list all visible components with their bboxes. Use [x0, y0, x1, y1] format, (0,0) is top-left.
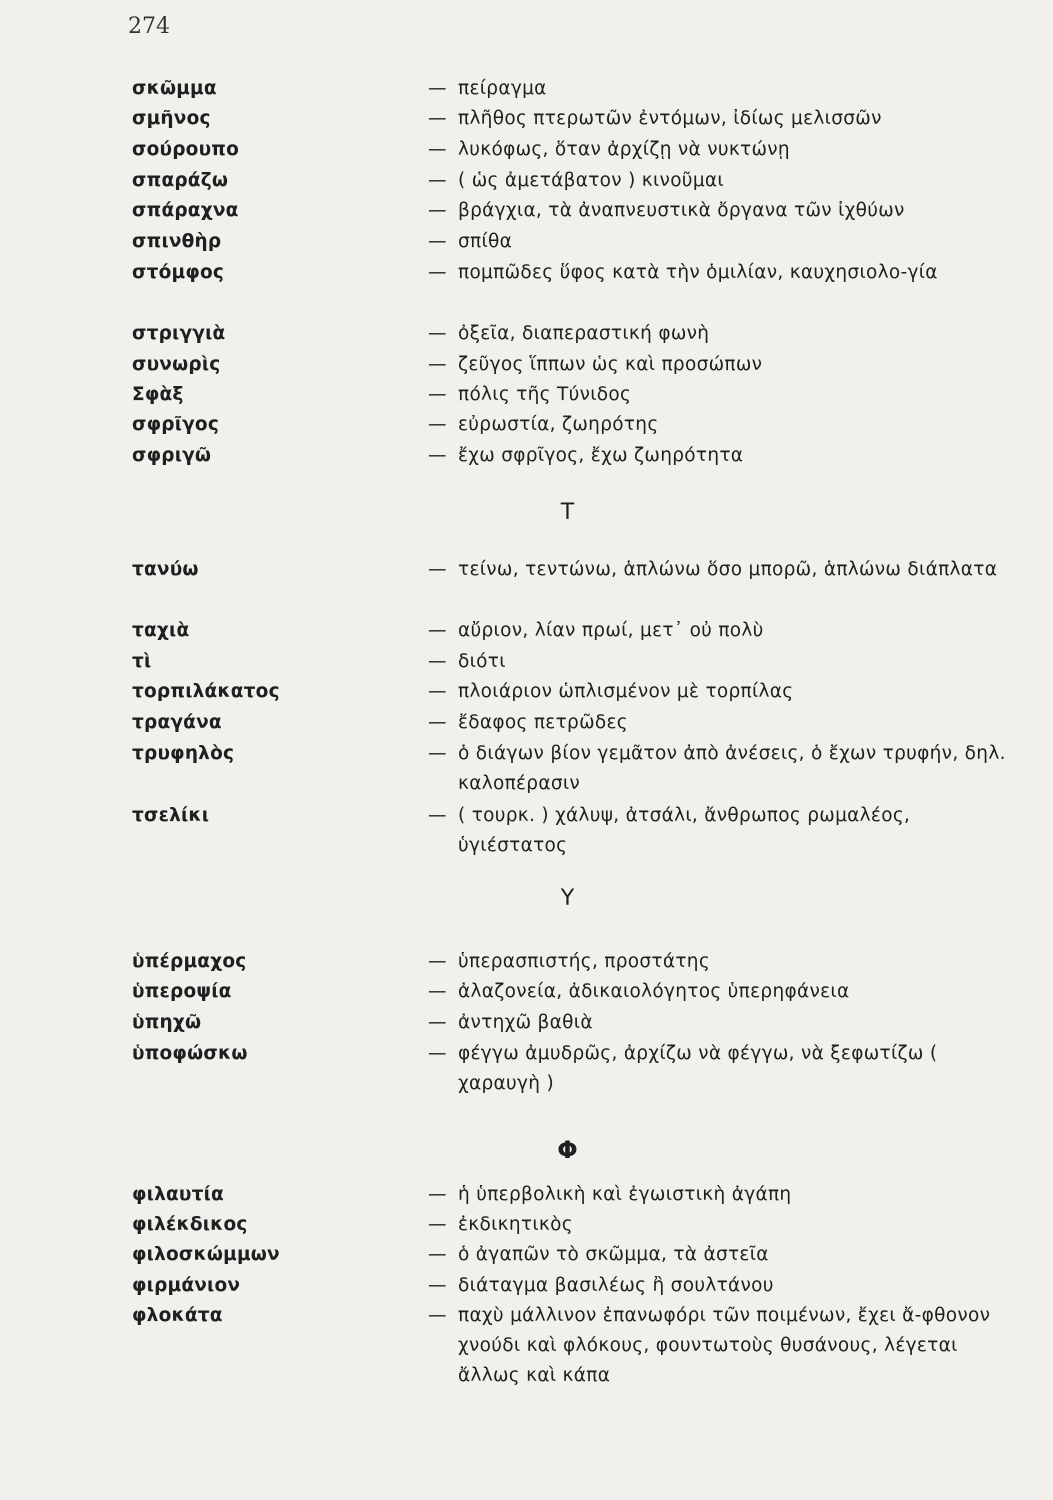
entry-term: σπάραχνα	[132, 200, 239, 221]
entry-definition: ὁ ἀγαπῶν τὸ σκῶμμα, τὰ ἀστεῖα	[458, 1244, 769, 1265]
entry-term: ταχιὰ	[132, 620, 190, 641]
entry-term: Σφὰξ	[132, 384, 184, 405]
entry-term: στριγγιὰ	[132, 323, 226, 344]
entry-definition: πλοιάριον ὡπλισμένον μὲ τορπίλας	[458, 681, 794, 702]
entry-dash: —	[428, 139, 447, 160]
entry-definition: ἀντηχῶ βαθιὰ	[458, 1012, 593, 1033]
entry-definition: ἀλαζονεία, ἀδικαιολόγητος ὑπερηφάνεια	[458, 981, 850, 1002]
entry-dash: —	[428, 445, 447, 466]
entry-dash: —	[428, 231, 447, 252]
entry-dash: —	[428, 108, 447, 129]
entry-definition: φέγγω ἀμυδρῶς, ἀρχίζω νὰ φέγγω, νὰ ξεφωτίζω ( χαραυγὴ )	[458, 1043, 938, 1094]
entry-dash: —	[428, 559, 447, 580]
section-heading-tau: Τ	[560, 500, 575, 525]
entry-definition: ( τουρκ. ) χάλυψ, ἀτσάλι, ἄνθρωπος ρωμαλέος, ὑγιέστατος	[458, 805, 911, 856]
entry-term: σπινθὴρ	[132, 231, 222, 252]
entry-dash: —	[428, 620, 447, 641]
entry-dash: —	[428, 681, 447, 702]
entry-dash: —	[428, 1043, 447, 1064]
entry-dash: —	[428, 78, 447, 99]
entry-term: φλοκάτα	[132, 1305, 223, 1326]
entry-dash: —	[428, 805, 447, 826]
entry-term: σφρῖγος	[132, 414, 220, 435]
entry-definition: ἔδαφος πετρῶδες	[458, 712, 628, 733]
entry-dash: —	[428, 354, 447, 375]
entry-term: στόμφος	[132, 262, 225, 283]
entry-term: συνωρὶς	[132, 354, 221, 375]
entry-definition: ὀξεῖα, διαπεραστική φωνὴ	[458, 323, 710, 344]
entry-dash: —	[428, 981, 447, 1002]
entry-definition: ἐκδικητικὸς	[458, 1214, 573, 1235]
entry-term: σμῆνος	[132, 108, 211, 129]
entry-term: τρυφηλὸς	[132, 743, 235, 764]
page-number: 274	[128, 14, 170, 39]
entry-term: τανύω	[132, 559, 199, 580]
entry-definition: λυκόφως, ὅταν ἀρχίζῃ νὰ νυκτώνῃ	[458, 139, 790, 160]
entry-definition: αὔριον, λίαν πρωί, μετ᾽ οὐ πολὺ	[458, 620, 764, 641]
entry-dash: —	[428, 170, 447, 191]
entry-term: ὑπέρμαχος	[132, 951, 247, 972]
entry-term: τὶ	[132, 651, 152, 672]
entry-term: τσελίκι	[132, 805, 210, 826]
entry-dash: —	[428, 1275, 447, 1296]
entry-term: σπαράζω	[132, 170, 229, 191]
entry-dash: —	[428, 651, 447, 672]
entry-definition: ἡ ὑπερβολικὴ καὶ ἐγωιστικὴ ἀγάπη	[458, 1184, 792, 1205]
entry-definition: ὑπερασπιστής, προστάτης	[458, 951, 710, 972]
entry-dash: —	[428, 323, 447, 344]
entry-definition: ζεῦγος ἵππων ὡς καὶ προσώπων	[458, 354, 763, 375]
entry-dash: —	[428, 414, 447, 435]
entry-definition: ὁ διάγων βίον γεμᾶτον ἀπὸ ἀνέσεις, ὁ ἔχων τρυφήν, δηλ. καλοπέρασιν	[458, 743, 1006, 794]
entry-dash: —	[428, 1214, 447, 1235]
entry-dash: —	[428, 743, 447, 764]
entry-definition: σπίθα	[458, 231, 513, 252]
entry-term: φιρμάνιον	[132, 1275, 241, 1296]
entry-dash: —	[428, 1244, 447, 1265]
entry-definition: ἔχω σφρῖγος, ἔχω ζωηρότητα	[458, 445, 744, 466]
entry-term: ὑπηχῶ	[132, 1012, 202, 1033]
entry-definition: πείραγμα	[458, 78, 547, 99]
entry-term: ὑποφώσκω	[132, 1043, 248, 1064]
entry-dash: —	[428, 712, 447, 733]
entry-dash: —	[428, 262, 447, 283]
section-heading-phi: Φ	[557, 1136, 578, 1164]
entry-dash: —	[428, 1012, 447, 1033]
entry-term: ὑπεροψία	[132, 981, 232, 1002]
entry-definition: πλῆθος πτερωτῶν ἐντόμων, ἰδίως μελισσῶν	[458, 108, 882, 129]
entry-dash: —	[428, 200, 447, 221]
entry-term: φιλαυτία	[132, 1184, 224, 1205]
entry-term: φιλέκδικος	[132, 1214, 248, 1235]
entry-term: σκῶμμα	[132, 78, 217, 99]
entry-term: σφριγῶ	[132, 445, 212, 466]
entry-dash: —	[428, 1184, 447, 1205]
entry-term: τραγάνα	[132, 712, 222, 733]
entry-term: σούρουπο	[132, 139, 239, 160]
entry-definition: πομπῶδες ὕφος κατὰ τὴν ὁμιλίαν, καυχησιολο-γία	[458, 262, 938, 283]
section-heading-upsilon: Υ	[560, 886, 575, 911]
entry-term: φιλοσκώμμων	[132, 1244, 280, 1265]
entry-definition: ( ὡς ἀμετάβατον ) κινοῦμαι	[458, 170, 724, 191]
entry-definition: τείνω, τεντώνω, ἁπλώνω ὅσο μπορῶ, ἁπλώνω διάπλατα	[458, 559, 998, 580]
entry-definition: παχὺ μάλλινον ἐπανωφόρι τῶν ποιμένων, ἔχει ἄ-φθονον χνούδι καὶ φλόκους, φουντωτοὺς θυσάνους, λέγεται ἄλλως καὶ κάπα	[458, 1305, 991, 1386]
entry-term: τορπιλάκατος	[132, 681, 280, 702]
entry-definition: διάταγμα βασιλέως ἢ σουλτάνου	[458, 1275, 774, 1296]
entry-dash: —	[428, 1305, 447, 1326]
entry-definition: βράγχια, τὰ ἀναπνευστικὰ ὄργανα τῶν ἰχθύων	[458, 200, 905, 221]
entry-definition: εὐρωστία, ζωηρότης	[458, 414, 659, 435]
entry-definition: πόλις τῆς Τύνιδος	[458, 384, 632, 405]
entry-definition: διότι	[458, 651, 506, 672]
entry-dash: —	[428, 384, 447, 405]
entry-dash: —	[428, 951, 447, 972]
